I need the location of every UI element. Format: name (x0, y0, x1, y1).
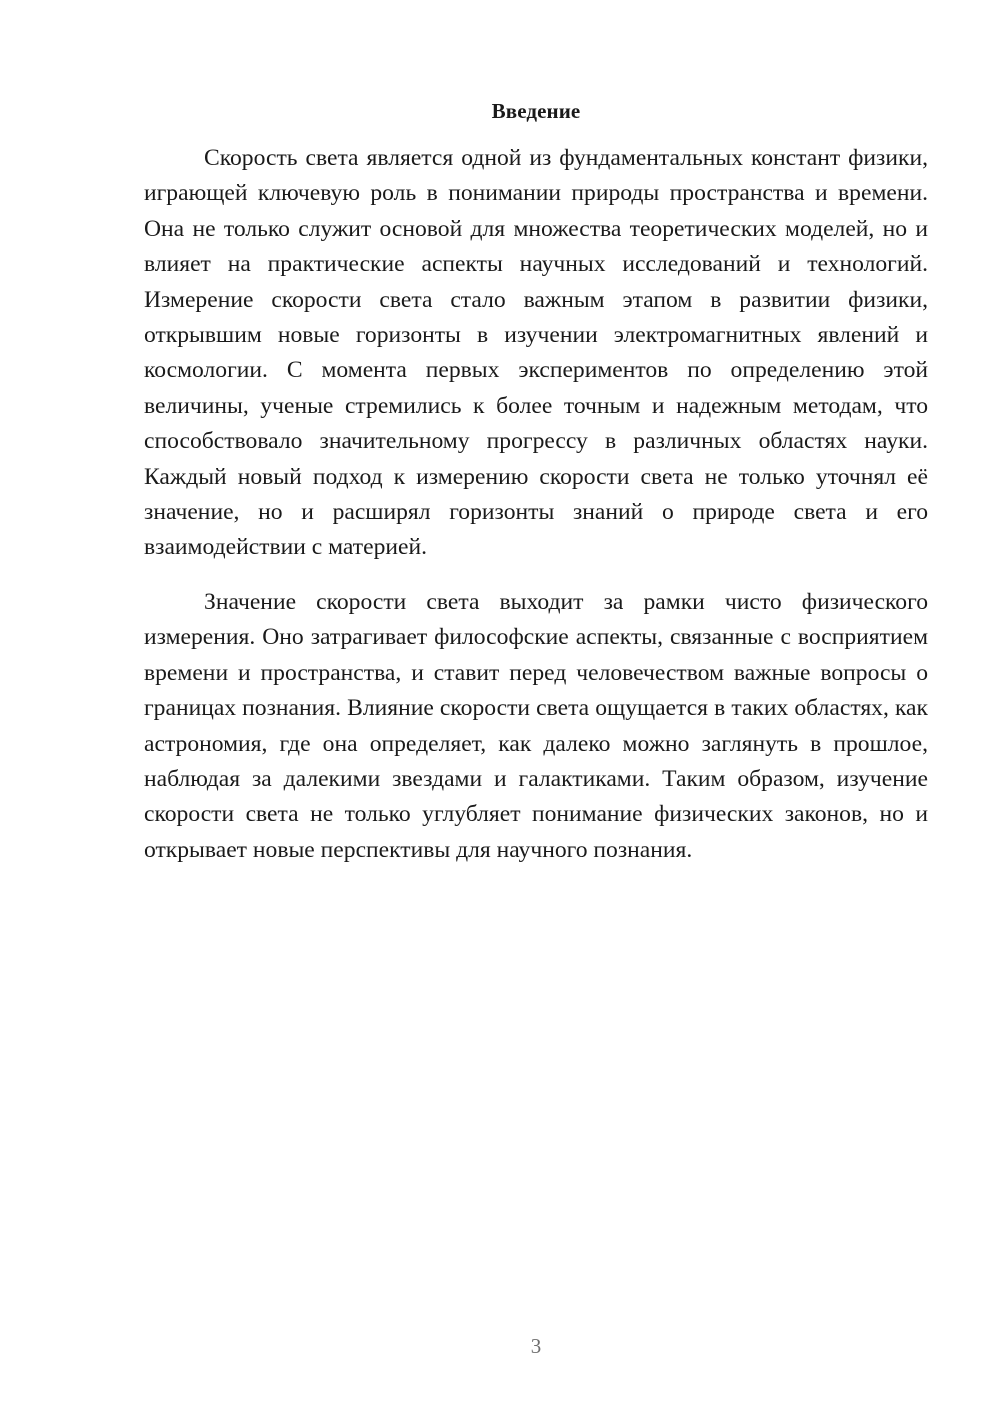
page-number: 3 (530, 1334, 542, 1358)
section-heading: Введение (491, 99, 581, 123)
body-paragraph-1: Скорость света является одной из фундаментальных констант физики, играющей ключевую роль в понимании природы пространства и времени. Она не только служит основой для множества теоретических моделей, но и влияет на практические аспекты научных исследований и технологий. Измерение скорости света стало важным этапом в развитии физики, открывшим новые горизонты в изучении электромагнитных явлений и космологии. С момента первых экспериментов по определению этой величины, ученые стремились к более точным и надежным методам, что способствовало значительному прогрессу в различных областях науки. Каждый новый подход к измерению скорости света не только уточнял её значение, но и расширял горизонты знаний о природе света и его взаимодействии с материей. (144, 145, 928, 561)
body-paragraph-2: Значение скорости света выходит за рамки чисто физического измерения. Оно затрагивает философские аспекты, связанные с восприятием времени и пространства, и ставит перед человечеством важные вопросы о границах познания. Влияние скорости света ощущается в таких областях, как астрономия, где она определяет, как далеко можно заглянуть в прошлое, наблюдая за далекими звездами и галактиками. Таким образом, изучение скорости света не только углубляет понимание физических законов, но и открывает новые перспективы для научного познания. (144, 589, 928, 863)
body-paragraph-block-1 (144, 141, 928, 566)
body-paragraph-block-2 (144, 585, 928, 868)
